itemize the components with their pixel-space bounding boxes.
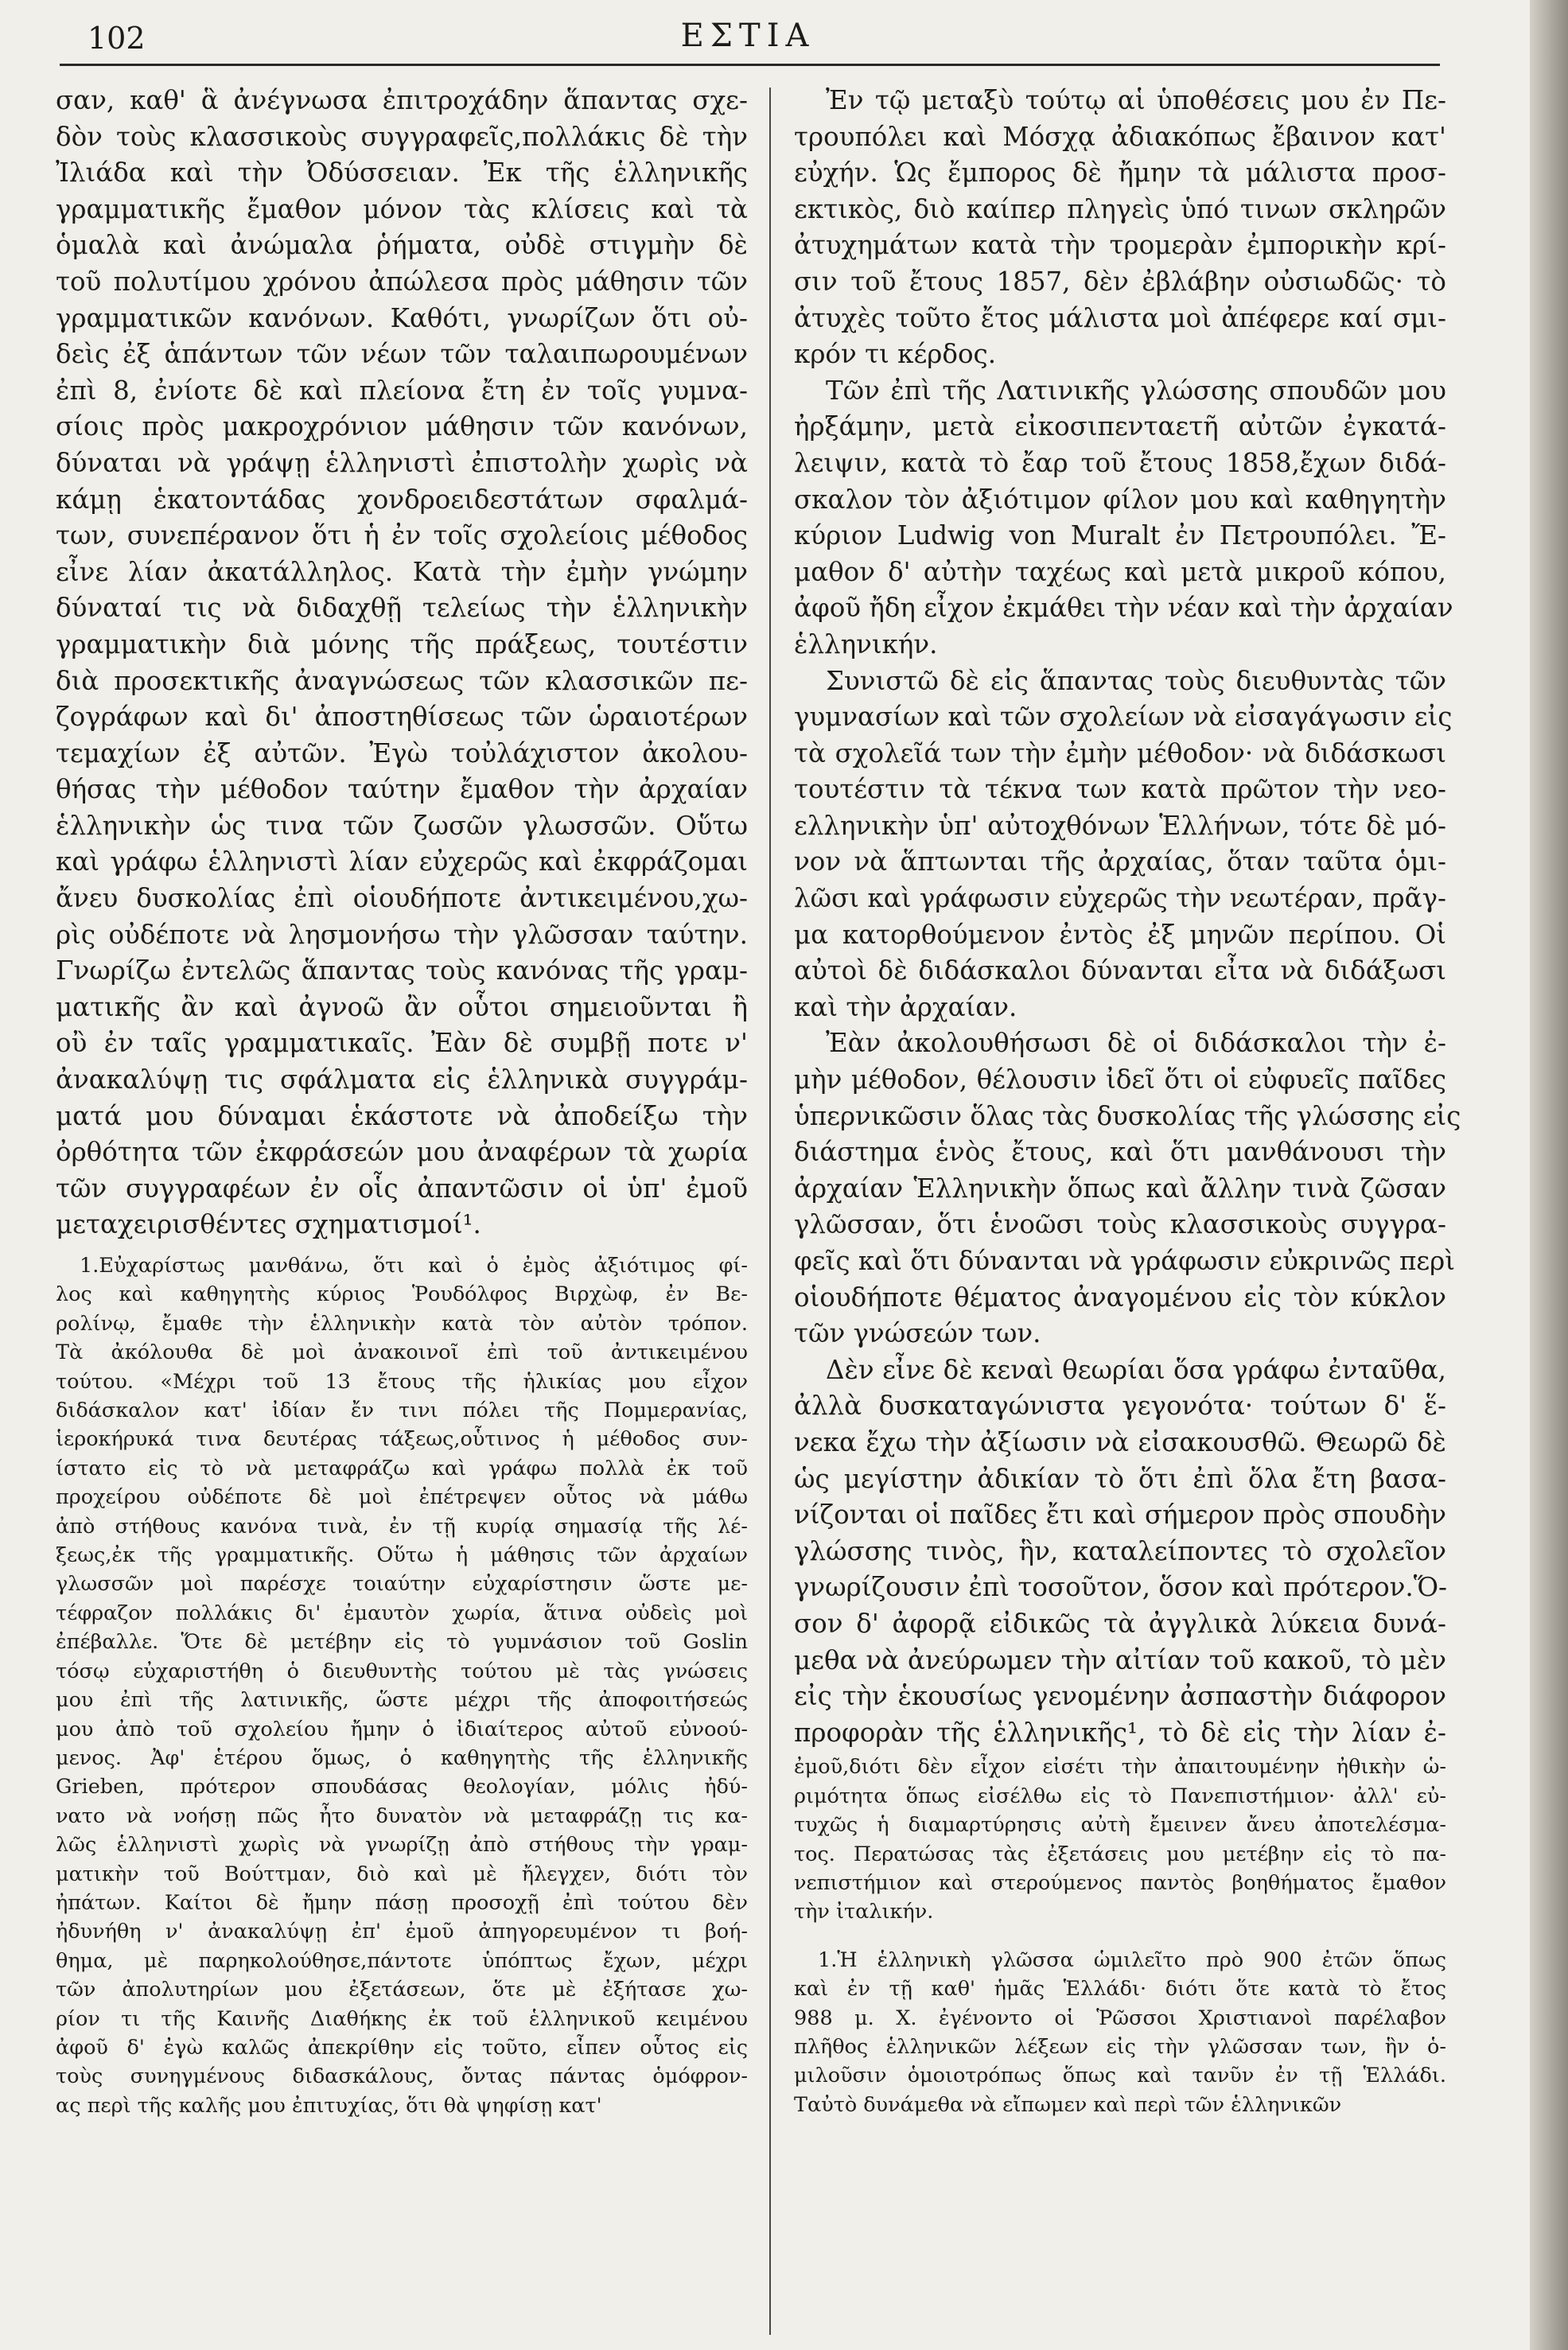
text-line: νεπιστήμιον καὶ στερούμενος παντὸς βοηθήματος ἔμαθον — [794, 1870, 1446, 1895]
text-line: ἐπέβαλλε. Ὅτε δὲ μετέβην εἰς τὸ γυμνάσιον τοῦ Goslin — [56, 1630, 748, 1655]
text-line: ματικῆς ἂν καὶ ἀγνοῶ ἂν οὗτοι σημειοῦνται ἢ — [56, 991, 748, 1022]
text-line: των, συνεπέρανον ὅτι ἡ ἐν τοῖς σχολείοις μέθοδος — [56, 520, 748, 551]
text-line: θημα, μὲ παρηκολούθησε,πάντοτε ὑπόπτως ἔχων, μέχρι — [56, 1948, 748, 1973]
text-line: ματικὴν τοῦ Βούττμαν, διὸ καὶ μὲ ἤλεγχεν, διότι τὸν — [56, 1862, 748, 1886]
text-line: τοὺς συνηγμένους διδασκάλους, ὄντας πάντας ὁμόφρον- — [56, 2064, 748, 2089]
text-line: δεὶς ἐξ ἁπάντων τῶν νέων τῶν ταλαιπωρουμένων — [56, 339, 748, 370]
text-line: ἀτυχημάτων κατὰ τὴν τρομερὰν ἐμπορικὴν κρί- — [794, 230, 1446, 261]
text-line: τὰ σχολεῖά των τὴν ἐμὴν μέθοδον· νὰ διδάσκωσι — [794, 737, 1446, 768]
text-line: ἑλληνικὴν ὡς τινα τῶν ζωσῶν γλωσσῶν. Οὕτω — [56, 810, 748, 841]
text-line: νεκα ἔχω τὴν ἀξίωσιν νὰ εἰσακουσθῶ. Θεωρῶ δὲ — [794, 1426, 1446, 1457]
text-line: γραμματικῆς ἔμαθον μόνον τὰς κλίσεις καὶ τὰ — [56, 193, 748, 224]
text-line: ἐμοῦ,διότι δὲν εἶχον εἰσέτι τὴν ἀπαιτουμένην ἠθικὴν ὡ- — [794, 1755, 1446, 1780]
text-line: ρὶς οὐδέποτε νὰ λησμονήσω τὴν γλῶσσαν ταύτην. — [56, 919, 748, 950]
text-line: μεθα νὰ ἀνεύρωμεν τὴν αἰτίαν τοῦ κακοῦ, τὸ μὲν — [794, 1644, 1446, 1675]
text-line: τέφραζον πολλάκις δι' ἐμαυτὸν χωρία, ἅτινα οὐδεὶς μοὶ — [56, 1601, 748, 1625]
text-line: εκτικὸς, διὸ καίπερ πληγεὶς ὑπό τινων σκληρῶν — [794, 193, 1446, 224]
text-line: κάμῃ ἑκατοντάδας χονδροειδεστάτων σφαλμά- — [56, 484, 748, 515]
text-line: τεμαχίων ἐξ αὐτῶν. Ἐγὼ τοὐλάχιστον ἀκολου- — [56, 737, 748, 768]
text-line: λος καὶ καθηγητὴς κύριος Ῥουδόλφος Βιρχὼφ, ἐν Βε- — [56, 1282, 748, 1307]
text-line: εἶνε λίαν ἀκατάλληλος. Κατὰ τὴν ἐμὴν γνώμην — [56, 556, 748, 587]
text-line: ὀρθότητα τῶν ἐκφράσεών μου ἀναφέρων τὰ χωρία — [56, 1137, 748, 1168]
text-line: σκαλον τὸν ἀξιότιμον φίλον μου καὶ καθηγητὴν — [794, 484, 1446, 515]
text-line: ἠπάτων. Καίτοι δὲ ἤμην πάσῃ προσοχῇ ἐπὶ τούτου δὲν — [56, 1890, 748, 1915]
text-line: μα κατορθούμενον ἐντὸς ἐξ μηνῶν περίπου. Οἱ — [794, 919, 1446, 950]
text-line: ὁμαλὰ καὶ ἀνώμαλα ῥήματα, οὐδὲ στιγμὴν δὲ — [56, 230, 748, 261]
text-line: τουτέστιν τὰ τέκνα των κατὰ πρῶτον τὴν νεο- — [794, 774, 1446, 805]
text-line: πλῆθος ἑλληνικῶν λέξεων εἰς τὴν γλῶσσαν των, ἣν ὁ- — [794, 2034, 1446, 2059]
text-line: μὴν μέθοδον, θέλουσιν ἰδεῖ ὅτι οἱ εὐφυεῖς παῖδες — [794, 1064, 1446, 1095]
text-line: νίζονται οἱ παῖδες ἔτι καὶ σήμερον πρὸς σπουδὴν — [794, 1500, 1446, 1531]
text-line: προφορὰν τῆς ἑλληνικῆς¹, τὸ δὲ εἰς τὴν λίαν ἐ- — [794, 1717, 1446, 1748]
right-footnote — [794, 1946, 1446, 2119]
text-line: καὶ ἐν τῇ καθ' ἡμᾶς Ἑλλάδι· διότι ὅτε κατὰ τὸ ἔτος — [794, 1977, 1446, 2002]
text-line: ας περὶ τῆς καλῆς μου ἐπιτυχίας, ὅτι θὰ ψηφίσῃ κατ' — [56, 2093, 602, 2118]
text-line: ἀφοῦ δ' ἐγὼ καλῶς ἀπεκρίθην εἰς τοῦτο, εἶπεν οὗτος εἰς — [56, 2035, 748, 2060]
text-line: μου ἐπὶ τῆς λατινικῆς, ὥστε μέχρι τῆς ἀποφοιτήσεώς — [56, 1688, 748, 1713]
text-line: Τὰ ἀκόλουθα δὲ μοὶ ἀνακοινοῖ ἐπὶ τοῦ ἀντικειμένου — [56, 1340, 748, 1365]
text-line: Ἰλιάδα καὶ τὴν Ὀδύσσειαν. Ἐκ τῆς ἑλληνικῆς — [56, 158, 748, 189]
text-line: ξεως,ἐκ τῆς γραμματικῆς. Οὕτω ἡ μάθησις τῶν ἀρχαίων — [56, 1543, 748, 1568]
left-footnote — [56, 1251, 748, 2120]
text-line: τος. Περατώσας τὰς ἐξετάσεις μου μετέβην εἰς τὸ πα- — [794, 1842, 1446, 1866]
text-line: μενος. Ἀφ' ἑτέρου ὅμως, ὁ καθηγητὴς τῆς ἑλληνικῆς — [56, 1745, 748, 1770]
text-line: οὒ ἐν ταῖς γραμματικαῖς. Ἐὰν δὲ συμβῇ ποτε ν' — [56, 1028, 748, 1059]
text-line: δύναταί τις νὰ διδαχθῇ τελείως τὴν ἑλληνικὴν — [56, 593, 748, 624]
text-line: γλωσσῶν μοὶ παρέσχε τοιαύτην εὐχαρίστησιν ὥστε με- — [56, 1572, 748, 1597]
text-line: ὑπερνικῶσιν ὅλας τὰς δυσκολίας τῆς γλώσσης εἰς — [794, 1100, 1461, 1131]
header-rule — [60, 64, 1440, 66]
text-line: ρίον τι τῆς Καινῆς Διαθήκης ἐκ τοῦ ἑλληνικοῦ κειμένου — [56, 2006, 748, 2031]
text-line: γλῶσσαν, ὅτι ἑνοῶσι τοὺς κλασσικοὺς συγγρα- — [794, 1209, 1446, 1240]
text-line: γραμματικῶν κανόνων. Καθότι, γνωρίζων ὅτι οὐ- — [56, 302, 748, 333]
text-line: μεταχειρισθέντες σχηματισμοί¹. — [56, 1209, 481, 1240]
right-body-text — [794, 83, 1461, 1751]
text-line: ἄνευ δυσκολίας ἐπὶ οἱουδήποτε ἀντικειμένου,χω- — [56, 883, 748, 914]
text-line: προχείρου οὐδέποτε δὲ μοὶ ἐπέτρεψεν οὗτος νὰ μάθω — [56, 1485, 748, 1510]
text-line: καὶ τὴν ἀρχαίαν. — [794, 991, 1017, 1022]
text-line: γλώσσης τινὸς, ἣν, καταλείποντες τὸ σχολεῖον — [794, 1535, 1446, 1566]
text-line: ἱεροκήρυκά τινα δευτέρας τάξεως,οὗτινος ἡ μέθοδος συν- — [56, 1427, 748, 1452]
text-line: θήσας τὴν μέθοδον ταύτην ἔμαθον τὴν ἀρχαίαν — [56, 774, 748, 805]
page-edge-shadow — [1530, 0, 1568, 2350]
right-footnote-continuation — [794, 1753, 1446, 1926]
text-line: λειψιν, κατὰ τὸ ἔαρ τοῦ ἔτους 1858,ἔχων διδά- — [794, 447, 1446, 478]
text-line: τρουπόλει καὶ Μόσχᾳ ἀδιακόπως ἔβαινον κατ' — [794, 121, 1446, 152]
left-body-text — [56, 83, 748, 1243]
text-line: τῶν ἀπολυτηρίων μου ἐξετάσεων, ὅτε μὲ ἐξήτασε χω- — [56, 1978, 748, 2002]
text-line: τῶν γνώσεών των. — [794, 1318, 1041, 1349]
text-line: διὰ προσεκτικῆς ἀναγνώσεως τῶν κλασσικῶν πε- — [56, 665, 748, 696]
text-line: λῶσι καὶ γράφωσιν εὐχερῶς τὴν νεωτέραν, πρᾶγ- — [794, 883, 1446, 914]
text-line: καὶ γράφω ἑλληνιστὶ λίαν εὐχερῶς καὶ ἐκφράζομαι — [56, 846, 748, 877]
text-line: Δὲν εἶνε δὲ κεναὶ θεωρίαι ὅσα γράφω ἐνταῦθα, — [826, 1354, 1446, 1385]
text-line: ἀρχαίαν Ἑλληνικὴν ὅπως καὶ ἄλλην τινὰ ζῶσαν — [794, 1173, 1446, 1204]
text-line: Ἐν τῷ μεταξὺ τούτῳ αἱ ὑποθέσεις μου ἐν Πε- — [826, 85, 1446, 115]
text-line: Γνωρίζω ἐντελῶς ἅπαντας τοὺς κανόνας τῆς γραμ- — [56, 955, 748, 986]
text-line: σον δ' ἀφορᾷ εἰδικῶς τὰ ἀγγλικὰ λύκεια δυνά- — [794, 1608, 1446, 1639]
text-line: τυχῶς ἡ διαμαρτύρησις αὐτὴ ἔμεινεν ἄνευ ἀποτελέσμα- — [794, 1813, 1446, 1838]
text-line: ἐπὶ 8, ἐνίοτε δὲ καὶ πλείονα ἔτη ἐν τοῖς γυμνα- — [56, 375, 748, 406]
text-line: σιν τοῦ ἔτους 1857, δὲν ἐβλάβην οὐσιωδῶς· τὸ — [794, 266, 1446, 297]
text-line: ἠρξάμην, μετὰ εἰκοσιπενταετῆ αὐτῶν ἐγκατά- — [794, 411, 1446, 442]
text-line: εὐχήν. Ὡς ἔμπορος δὲ ἤμην τὰ μάλιστα προσ- — [794, 158, 1446, 189]
text-line: ζογράφων καὶ δι' ἀποστηθίσεως τῶν ὡραιοτέρων — [56, 702, 748, 733]
text-line: τούτου. «Μέχρι τοῦ 13 ἔτους τῆς ἡλικίας μου εἶχον — [56, 1369, 748, 1394]
text-line: γνωρίζουσιν ἐπὶ τοσοῦτον, ὅσον καὶ πρότερον.Ὅ- — [794, 1572, 1448, 1603]
text-line: ρολίνῳ, ἔμαθε τὴν ἑλληνικὴν κατὰ τὸν αὐτὸν τρόπον. — [56, 1311, 748, 1336]
text-line: γραμματικὴν διὰ μόνης τῆς πράξεως, τουτέστιν — [56, 628, 748, 659]
text-line: κρόν τι κέρδος. — [794, 339, 997, 370]
text-line: ἑλληνικήν. — [794, 628, 938, 659]
text-line: Grieben, πρότερον σπουδάσας θεολογίαν, μόλις ἠδύ- — [56, 1775, 748, 1799]
text-line: νον νὰ ἅπτωνται τῆς ἀρχαίας, ὅταν ταῦτα ὁμι- — [794, 846, 1446, 877]
text-line: εἰς τὴν ἑκουσίως γενομένην ἀσπαστὴν διάφορον — [794, 1681, 1446, 1712]
text-line: φεῖς καὶ ὅτι δύνανται νὰ γράφωσιν εὐκρινῶς περὶ — [794, 1246, 1455, 1276]
text-line: γυμνασίων καὶ τῶν σχολείων νὰ εἰσαγάγωσιν εἰς — [794, 702, 1453, 733]
text-line: μου ἀπὸ τοῦ σχολείου ἤμην ὁ ἰδιαίτερος αὐτοῦ εὐνοού- — [56, 1717, 748, 1741]
text-line: ἀφοῦ ἤδη εἶχον ἐκμάθει τὴν νέαν καὶ τὴν ἀρχαίαν — [794, 593, 1453, 624]
text-line: Ταὐτὸ δυνάμεθα νὰ εἴπωμεν καὶ περὶ τῶν ἑλληνικῶν — [794, 2092, 1342, 2117]
text-line: Ἐὰν ἀκολουθήσωσι δὲ οἱ διδάσκαλοι τὴν ἐ- — [826, 1028, 1446, 1059]
column-rule — [769, 88, 771, 2335]
text-line: Συνιστῶ δὲ εἰς ἅπαντας τοὺς διευθυντὰς τῶν — [826, 665, 1446, 696]
text-line: διδάσκαλον κατ' ἰδίαν ἔν τινι πόλει τῆς Πομμερανίας, — [56, 1399, 748, 1423]
text-line: οἱουδήποτε θέματος ἀναγομένου εἰς τὸν κύκλον — [794, 1282, 1446, 1313]
text-line: αὐτοὶ δὲ διδάσκαλοι δύνανται εἶτα νὰ διδάξωσι — [794, 955, 1446, 986]
text-line: ἀτυχὲς τοῦτο ἔτος μάλιστα μοὶ ἀπέφερε καί σμι- — [794, 302, 1446, 333]
text-line: τοῦ πολυτίμου χρόνου ἀπώλεσα πρὸς μάθησιν τῶν — [56, 266, 748, 297]
text-line: τόσῳ εὐχαριστήθη ὁ διευθυντὴς τούτου μὲ τὰς γνώσεις — [56, 1659, 748, 1683]
text-line: τὴν ἰταλικήν. — [794, 1900, 934, 1924]
text-line: μιλοῦσιν ὁμοιοτρόπως ὅπως καὶ τανῦν ἐν τῇ Ἑλλάδι. — [794, 2064, 1446, 2088]
text-line: ίστατο εἰς τὸ νὰ μεταφράζω καὶ γράφω πολλὰ ἐκ τοῦ — [56, 1456, 748, 1480]
text-line: 988 μ. Χ. ἐγένοντο οἱ Ῥῶσσοι Χριστιανοὶ παρέλαβον — [794, 2006, 1446, 2030]
text-line: Τῶν ἐπὶ τῆς Λατινικῆς γλώσσης σπουδῶν μου — [826, 375, 1446, 406]
text-line: κύριον Ludwig von Muralt ἐν Πετρουπόλει. Ἔ- — [794, 520, 1446, 551]
text-line: 1.Εὐχαρίστως μανθάνω, ὅτι καὶ ὁ ἐμὸς ἀξιότιμος φί- — [80, 1254, 748, 1278]
page-header — [56, 6, 1440, 62]
text-line: ἀνακαλύψῃ τις σφάλματα εἰς ἑλληνικὰ συγγράμ- — [56, 1064, 748, 1095]
text-line: δύναται νὰ γράψῃ ἑλληνιστὶ ἐπιστολὴν χωρὶς νὰ — [56, 447, 748, 478]
text-line: ἠδυνήθη ν' ἀνακαλύψῃ ἐπ' ἐμοῦ ἀπηγορευμένον τι βοή- — [56, 1920, 748, 1944]
text-line: 1.Ἡ ἑλληνικὴ γλῶσσα ὡμιλεῖτο πρὸ 900 ἐτῶν ὅπως — [818, 1947, 1446, 1972]
text-line: ελληνικὴν ὑπ' αὐτοχθόνων Ἑλλήνων, τότε δὲ μό- — [794, 810, 1446, 841]
text-line: ὡς μεγίστην ἀδικίαν τὸ ὅτι ἐπὶ ὅλα ἔτη βασα- — [794, 1463, 1446, 1494]
text-line: ριμότητα ὅπως εἰσέλθω εἰς τὸ Πανεπιστήμιον· ἀλλ' εὐ- — [794, 1784, 1446, 1808]
text-line: νατο νὰ νοήσῃ πῶς ἦτο δυνατὸν νὰ μεταφράζῃ τις κα- — [56, 1803, 748, 1828]
text-line: λῶς ἑλληνιστὶ χωρὶς νὰ γνωρίζῃ ἀπὸ στήθους τὴν γραμ- — [56, 1833, 748, 1858]
text-line: διάστημα ἑνὸς ἔτους, καὶ ὅτι μανθάνουσι τὴν — [794, 1137, 1446, 1168]
text-line: τῶν συγγραφέων ἐν οἷς ἀπαντῶσιν οἱ ὑπ' ἐμοῦ — [56, 1173, 748, 1204]
text-line: σίοις πρὸς μακροχρόνιον μάθησιν τῶν κανόνων, — [56, 411, 748, 442]
text-line: σαν, καθ' ἃ ἀνέγνωσα ἐπιτροχάδην ἅπαντας σχε- — [56, 85, 748, 115]
text-line: ἀπὸ στήθους κανόνα τινὰ, ἐν τῇ κυρίᾳ σημασίᾳ τῆς λέ- — [56, 1514, 748, 1539]
left-column — [56, 83, 748, 2120]
text-line: ματά μου δύναμαι ἑκάστοτε νὰ ἀποδείξω τὴν — [56, 1100, 748, 1131]
page-number: 102 — [88, 21, 146, 56]
text-line: ἀλλὰ δυσκαταγώνιστα γεγονότα· τούτων δ' ἕ- — [794, 1391, 1446, 1422]
text-line: μαθον δ' αὐτὴν ταχέως καὶ μετὰ μικροῦ κόπου, — [794, 556, 1446, 587]
running-title: ΕΣΤΙΑ — [680, 18, 815, 54]
right-column — [794, 83, 1461, 2119]
text-line: δὸν τοὺς κλασσικοὺς συγγραφεῖς,πολλάκις δὲ τὴν — [56, 121, 748, 152]
